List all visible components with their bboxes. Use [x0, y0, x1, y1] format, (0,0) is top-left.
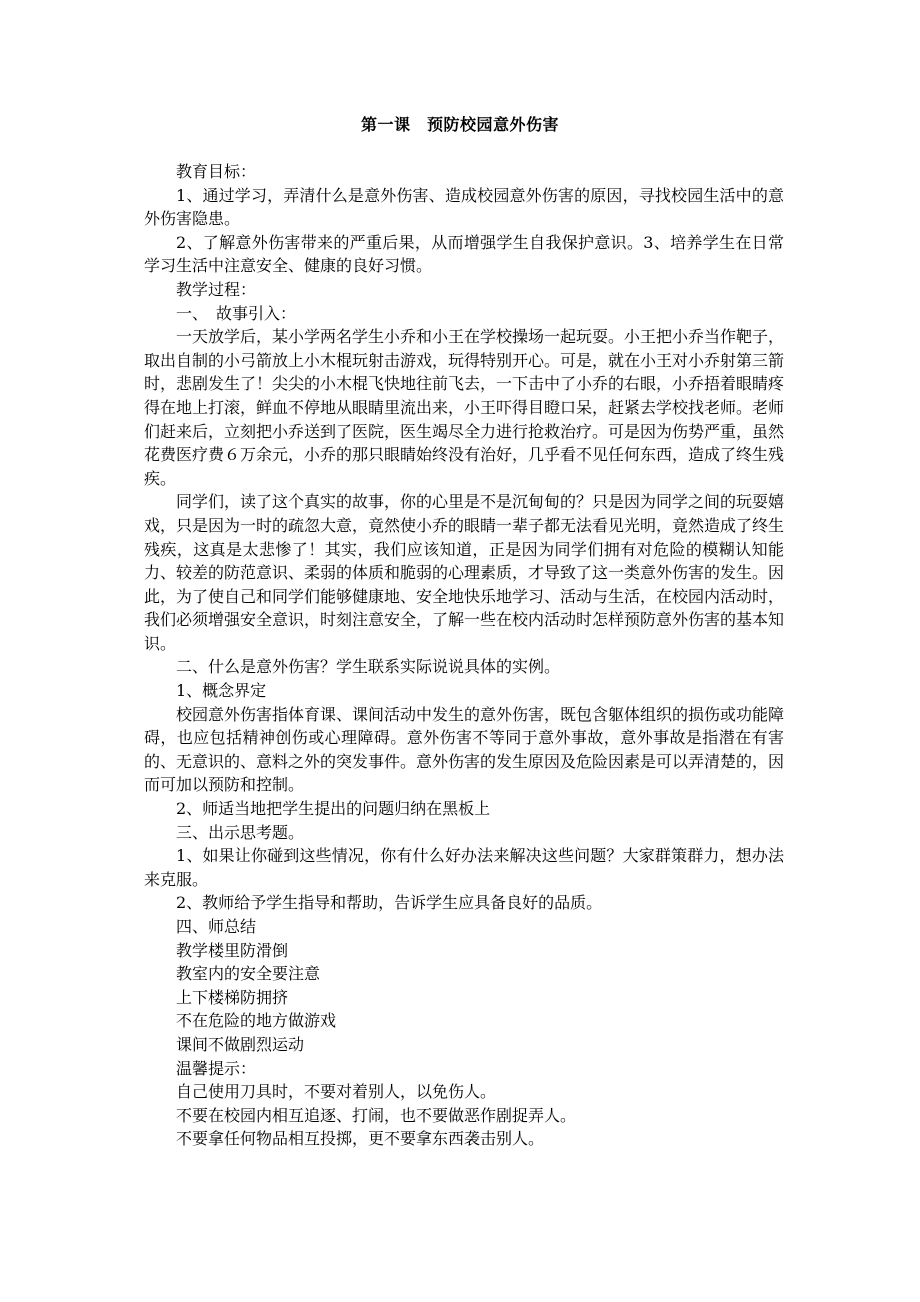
paragraph-education-goals-heading: 教育目标： [176, 162, 257, 181]
paragraph-teaching-process-heading: 教学过程： [176, 279, 257, 299]
tip-item-1: 自己使用刀具时，不要对着别人，以免伤人。 [176, 1082, 497, 1102]
summary-item-5: 课间不做剧烈运动 [176, 1034, 305, 1054]
summary-item-4: 不在危险的地方做游戏 [176, 1011, 337, 1031]
paragraph-goal-2-3: 2、了解意外伤害带来的严重后果，从而增强学生自我保护意识。3、培养学生在日常学习生活中注意安全、健康的良好习惯。 [144, 232, 784, 276]
paragraph-question-1: 1、如果让你碰到这些情况，你有什么好办法来解决这些问题？大家群策群力，想办法来克服。 [144, 846, 784, 889]
summary-item-3: 上下楼梯防拥挤 [176, 987, 289, 1007]
paragraph-concept-heading: 1、概念界定 [176, 681, 267, 701]
paragraph-blackboard-summary: 2、师适当地把学生提出的问题归纳在黑板上 [176, 799, 491, 819]
paragraph-goal-1: 1、通过学习，弄清什么是意外伤害、造成校园意外伤害的原因，寻找校园生活中的意外伤害隐患。 [144, 185, 784, 229]
paragraph-section-3-heading: 三、出示思考题。 [176, 822, 305, 842]
tip-item-2: 不要在校园内相互追逐、打闹，也不要做恶作剧捉弄人。 [176, 1105, 577, 1125]
paragraph-section-1-heading: 一、 故事引入： [176, 303, 297, 323]
summary-item-2: 教室内的安全要注意 [176, 964, 321, 984]
paragraph-reflection: 同学们，读了这个真实的故事，你的心里是不是沉甸甸的？只是因为同学之间的玩耍嬉戏，只是因为一时的疏忽大意，竟然使小乔的眼睛一辈子都无法看见光明，竟然造成了终生残疾，这真是太悲惨了！其实，我们应该知道，正是因为同学们拥有对危险的模糊认知能力、较差的防范意识、柔弱的体质和脆弱的心理素质，才导致了这一类意外伤害的发生。因此，为了使自己和同学们能够健康地、安全地快乐地学习、活动与生活，在校园内活动时，我们必须增强安全意识，时刻注意安全，了解一些在校内活动时怎样预防意外伤害的基本知识。 [144, 492, 785, 653]
paragraph-story: 一天放学后，某小学两名学生小乔和小王在学校操场一起玩耍。小王把小乔当作靶子，取出自制的小弓箭放上小木棍玩射击游戏，玩得特别开心。可是，就在小王对小乔射第三箭时，悲剧发生了！尖尖的小木棍飞快地往前飞去，一下击中了小乔的右眼，小乔捂着眼睛疼得在地上打滚，鲜血不停地从眼睛里流出来，小王吓得目瞪口呆，赶紧去学校找老师。老师们赶来后，立刻把小乔送到了医院，医生竭尽全力进行抢救治疗。可是因为伤势严重，虽然花费医疗费６万余元，小乔的那只眼睛始终没有治好，几乎看不见任何东西，造成了终生残疾。 [144, 327, 785, 488]
paragraph-question-2: 2、教师给予学生指导和帮助，告诉学生应具备良好的品质。 [176, 893, 603, 913]
document-body [144, 160, 784, 1151]
tips-heading: 温馨提示： [176, 1058, 257, 1078]
document-title: 第一课 预防校园意外伤害 [360, 115, 559, 134]
paragraph-concept-definition: 校园意外伤害指体育课、课间活动中发生的意外伤害，既包含躯体组织的损伤或功能障碍，也应包括精神创伤或心理障碍。意外伤害不等同于意外事故，意外事故是指潜在有害的、无意识的、意料之外的突发事件。意外伤害的发生原因及危险因素是可以弄清楚的，因而可加以预防和控制。 [144, 704, 785, 795]
tip-item-3: 不要拿任何物品相互投掷，更不要拿东西袭击别人。 [176, 1129, 545, 1149]
paragraph-section-4-heading: 四、师总结 [176, 917, 257, 936]
summary-item-1: 教学楼里防滑倒 [176, 940, 289, 960]
paragraph-section-2-heading: 二、什么是意外伤害？学生联系实际说说具体的实例。 [176, 657, 561, 677]
